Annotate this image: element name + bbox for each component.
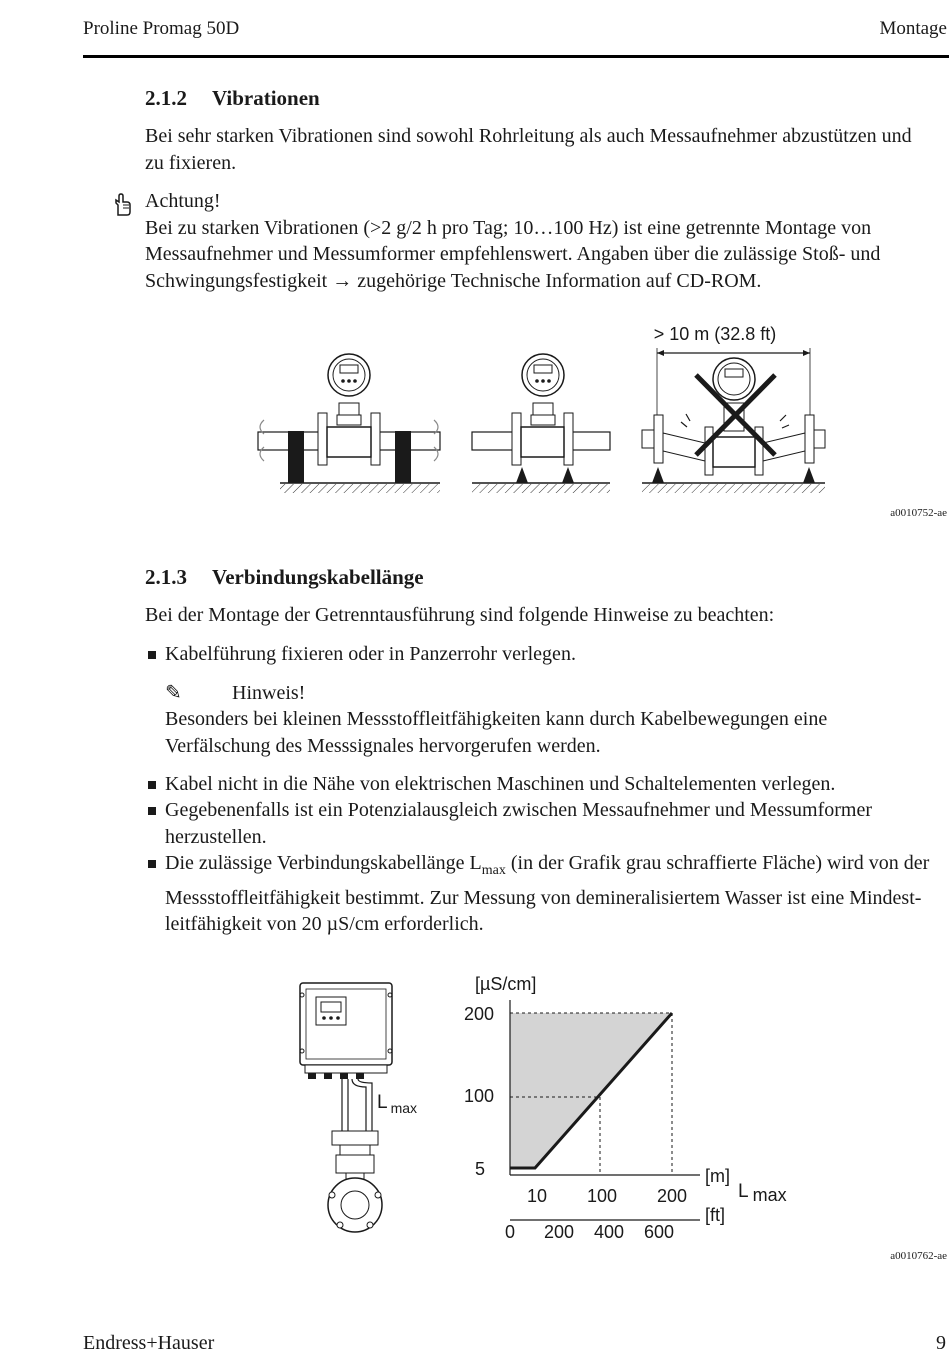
list-item: Gegebenenfalls ist ein Potenzialausgleich zwischen Messaufnehmer und Messumformer herzustellen. — [145, 797, 950, 850]
bullet-square — [148, 860, 156, 868]
x-tick-ft: 0 — [504, 1222, 516, 1242]
x-tick-m: 200 — [656, 1186, 688, 1206]
x-tick-ft: 600 — [643, 1222, 675, 1242]
figure-code-2: a0010762-ae — [890, 1250, 947, 1262]
ground-right — [642, 483, 825, 493]
footer-company: Endress+Hauser — [83, 1332, 215, 1354]
x-tick-ft: 400 — [593, 1222, 625, 1242]
x-tick-ft: 200 — [543, 1222, 575, 1242]
footer-page-number: 9 — [936, 1332, 946, 1354]
paragraph-line: zu fixieren. — [145, 151, 237, 174]
section-title: Verbindungskabellänge — [212, 565, 424, 589]
mounting-incorrect — [642, 358, 825, 483]
note-pencil-icon: ✎ — [165, 682, 182, 704]
list-item: Kabelführung fixieren oder in Panzerrohr verlegen. — [145, 641, 950, 668]
note-line: Verfälschung des Messsignales hervorgerufen werden. — [165, 734, 601, 757]
header-chapter: Montage — [879, 18, 947, 39]
ground-left — [280, 483, 440, 493]
note-line: Besonders bei kleinen Messstoffleitfähigkeiten kann durch Kabelbewegungen eine — [165, 708, 828, 730]
note-title: Hinweis! — [232, 682, 306, 704]
y-tick: 200 — [463, 1004, 494, 1024]
conductivity-chart — [464, 974, 787, 1242]
lmax-label: L $_{max}$ — [377, 1092, 418, 1116]
x-unit-m: [m] — [705, 1166, 730, 1186]
caution-hand-icon — [113, 193, 133, 217]
header-rule — [83, 55, 949, 58]
list-item: Die zulässige Verbindungskabellänge $L_{max}$ (in der Grafik grau schraffierte Fläche) wird von der Messstoffleitfähigkeit bestimmt. Zur Messung von demineralisiertem Wasser ist eine Mindest- leitfähigkeit von 20 µS/cm erforderlich. — [145, 850, 950, 938]
section-heading-kabellaenge — [145, 565, 424, 590]
section-title: Vibrationen — [212, 86, 320, 110]
ground-middle — [472, 483, 610, 493]
cable-length-figure — [280, 965, 820, 1255]
bullet-square — [148, 781, 156, 789]
sensor-device — [328, 1131, 382, 1232]
section-number: 2.1.3 — [145, 565, 187, 589]
intro-paragraph: Bei der Montage der Getrenntausführung sind folgende Hinweise zu beachten: — [145, 604, 775, 626]
x-unit-ft: [ft] — [705, 1205, 726, 1225]
bullet-square — [148, 651, 156, 659]
caution-line: Messaufnehmer und Messumformer empfehlenswert. Angaben über die zulässige Stoß- und — [145, 243, 881, 265]
caution-title: Achtung! — [145, 190, 221, 212]
figure-code-1: a0010752-ae — [890, 507, 947, 519]
allowed-area-fill — [510, 1013, 672, 1168]
list-item: Kabel nicht in die Nähe von elektrischen Maschinen und Schaltelementen verlegen. — [145, 771, 950, 798]
vibration-mounting-figure — [250, 315, 830, 500]
x-tick-m: 10 — [526, 1186, 548, 1206]
x-tick-m: 100 — [586, 1186, 618, 1206]
caution-line: Schwingungsfestigkeit → zugehörige Technische Information auf CD-ROM. — [145, 269, 762, 292]
header-product: Proline Promag 50D — [83, 18, 240, 39]
caution-line: Bei zu starken Vibrationen (>2 g/2 h pro Tag; 10…100 Hz) ist eine getrennte Montage von — [145, 216, 872, 239]
distance-label: > 10 m (32.8 ft) — [653, 324, 777, 344]
bullet-square — [148, 807, 156, 815]
y-unit-label: [µS/cm] — [475, 974, 537, 994]
mounting-correct-supported — [472, 354, 610, 483]
note-body — [165, 706, 827, 759]
y-tick: 100 — [463, 1086, 494, 1106]
paragraph-line: Bei sehr starken Vibrationen sind sowohl Rohrleitung als auch Messaufnehmer abzustützen und — [145, 125, 912, 147]
mounting-correct-fixed — [258, 354, 440, 483]
x-axis-title: L max — [738, 1181, 787, 1205]
section-number: 2.1.2 — [145, 86, 187, 110]
section-heading-vibrationen — [145, 86, 320, 111]
y-tick: 5 — [474, 1159, 485, 1179]
caution-block — [145, 188, 880, 294]
vibration-paragraph — [145, 123, 912, 176]
